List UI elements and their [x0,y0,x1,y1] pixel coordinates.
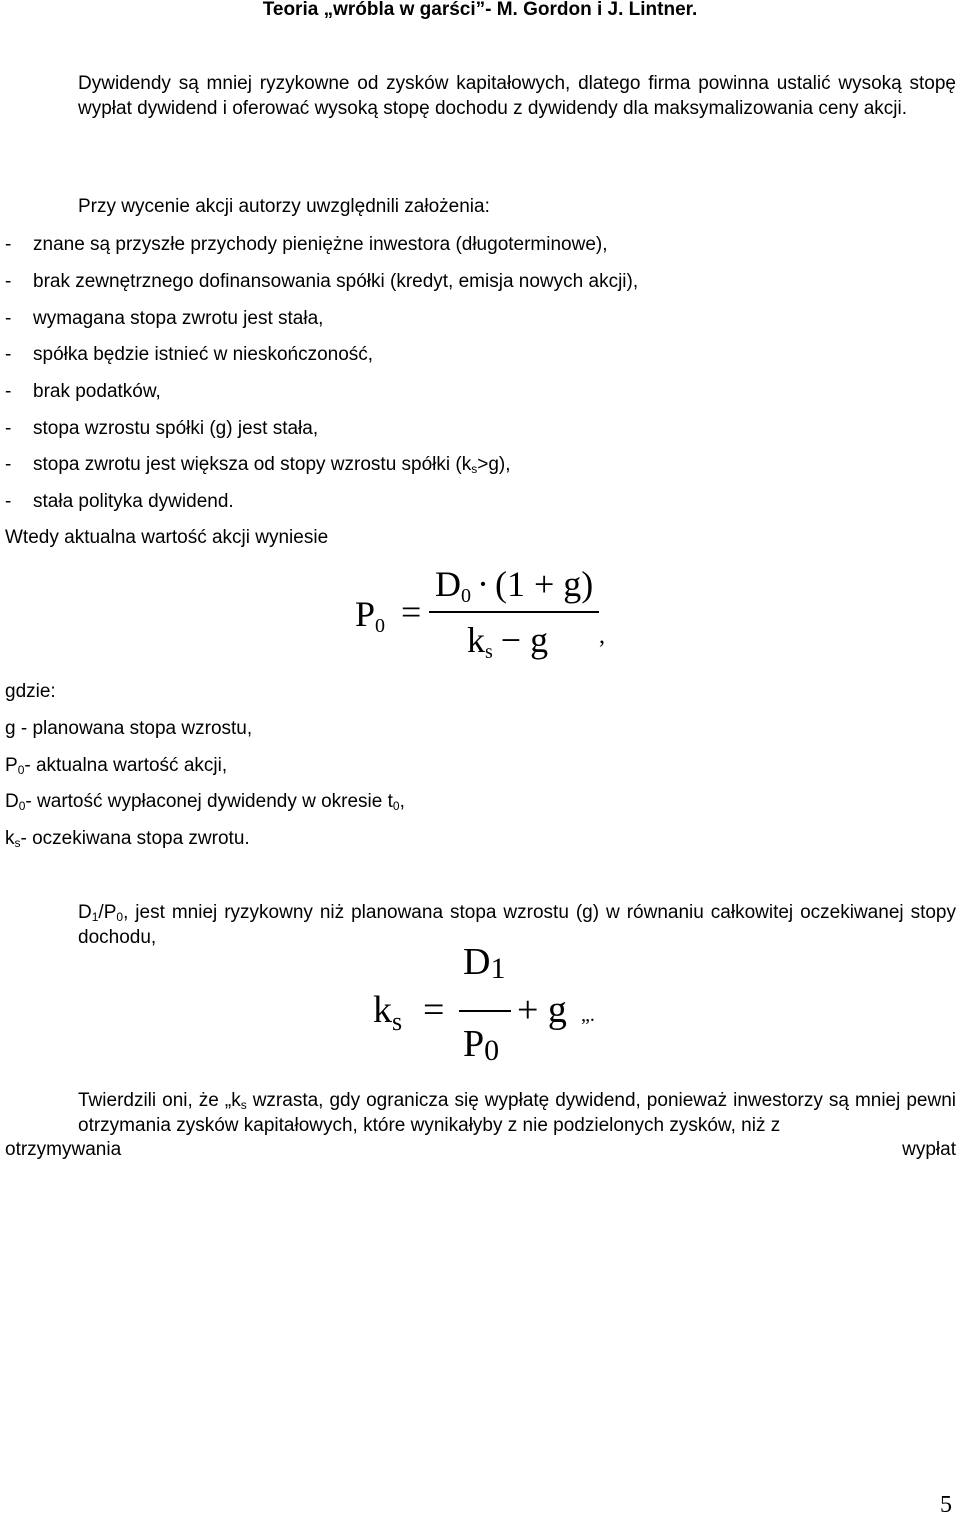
list-item-text: wymagana stopa zwrotu jest stała, [33,308,324,329]
definition-ks [5,828,250,850]
list-item-text-main: stopa zwrotu jest większa od stopy wzrostu spółki (k [33,454,472,475]
p-symbol: P [355,594,376,634]
list-dash: - [5,271,12,292]
closing-lead: Twierdzili oni, że „k [78,1090,241,1111]
d-symbol: D [435,564,461,604]
where-label: gdzie: [5,681,56,702]
subscript: 0 [392,799,400,813]
p-symbol: P [463,1023,485,1065]
list-item-text: brak zewnętrznego dofinansowania spółki (kredyt, emisja nowych akcji), [33,271,639,292]
list-dash: - [5,418,12,439]
definition-text: - aktualna wartość akcji, [24,755,228,776]
minus-g: − g [500,620,549,660]
subscript: 0 [484,1034,500,1067]
comma: , [599,623,605,649]
list-item-text: stała polityka dywidend. [33,491,234,512]
assumptions-lead: Przy wycenie akcji autorzy uwzględnili założenia: [78,196,490,217]
list-item-text: spółka będzie istnieć w nieskończoność, [33,344,374,365]
one-plus-g: (1 + g) [495,564,594,604]
plus-g: + g [517,989,567,1031]
list-dash: - [5,454,12,475]
formula-end: „. [581,1004,595,1026]
list-item-text: brak podatków, [33,381,161,402]
formula-lhs [355,593,385,638]
paragraph-text: , jest mniej ryzykowny niż planowana stopa wzrostu (g) w równaniu całkowitej oczekiwanej stopy dochodu, [78,902,956,948]
intro-paragraph [5,72,956,121]
comma: , [399,791,405,812]
last-word-right: wypłat [902,1139,956,1160]
k-symbol: k [5,828,15,849]
list-item-text: stopa wzrostu spółki (g) jest stała, [33,418,319,439]
list-dash: - [5,234,12,255]
definition-g: g - planowana stopa wzrostu, [5,718,253,739]
value-lead: Wtedy aktualna wartość akcji wyniesie [5,527,329,548]
formula-p0 [355,563,615,673]
formula-numerator [435,563,593,608]
equals-sign: = [401,592,422,632]
subscript: 0 [17,763,25,777]
subscript: s [485,641,493,663]
subscript: 0 [375,615,386,637]
definition-d0 [5,791,405,813]
k-symbol: k [373,989,392,1031]
closing-text [5,1089,956,1138]
d-symbol: D [5,791,19,812]
subscript: 0 [461,585,471,607]
subscript: 0 [18,799,26,813]
list-item-text: znane są przyszłe przychody pieniężne inwestora (długoterminowe), [33,234,608,255]
k-symbol: k [467,620,485,660]
dot-operator: · [477,564,489,604]
formula-denominator [463,1022,499,1068]
d-symbol: D [463,941,491,983]
p-symbol: P [5,755,18,776]
definition-text: - wartość wypłaconej dywidendy w okresie t [25,791,393,812]
list-dash: - [5,491,12,512]
subscript: 1 [490,952,506,985]
list-dash: - [5,381,12,402]
list-dash: - [5,308,12,329]
formula-denominator [467,619,548,664]
slash-p: /P [98,902,117,923]
closing-rest: wzrasta, gdy ogranicza się wypłatę dywidend, ponieważ inwestorzy są mniej pewni otrzymania zysków kapitałowych, które wynikałyby z nie podzielonych zysków, niż z [78,1090,956,1136]
fraction-bar [459,1010,511,1012]
list-item-text [33,454,511,476]
last-word-left: otrzymywania [5,1139,122,1160]
closing-last-line [5,1138,956,1163]
formula-lhs [373,988,402,1037]
subscript: s [14,836,21,850]
list-item-text-tail: >g), [477,454,511,475]
intro-text: Dywidendy są mniej ryzykowne od zysków kapitałowych, dlatego firma powinna ustalić wysoką stopę wypłat dywidend i oferować wysoką stopę dochodu z dywidendy dla maksymalizowania ceny akcji. [78,73,956,119]
definition-p0 [5,755,227,777]
definition-text: - oczekiwana stopa zwrotu. [20,828,250,849]
page-title: Teoria „wróbla w garści”- M. Gordon i J. Lintner. [262,0,698,20]
d-symbol: D [78,902,92,923]
fraction-bar [429,611,599,613]
page-number: 5 [940,1492,952,1518]
subscript: s [471,462,478,476]
closing-paragraph [5,1089,956,1163]
formula-numerator [463,940,505,986]
list-dash: - [5,344,12,365]
subscript: s [392,1007,403,1036]
equals-sign: = [423,989,445,1031]
formula-ks [373,940,613,1070]
subscript: 0 [116,910,124,924]
subscript: 1 [91,910,99,924]
subscript: s [240,1098,247,1112]
